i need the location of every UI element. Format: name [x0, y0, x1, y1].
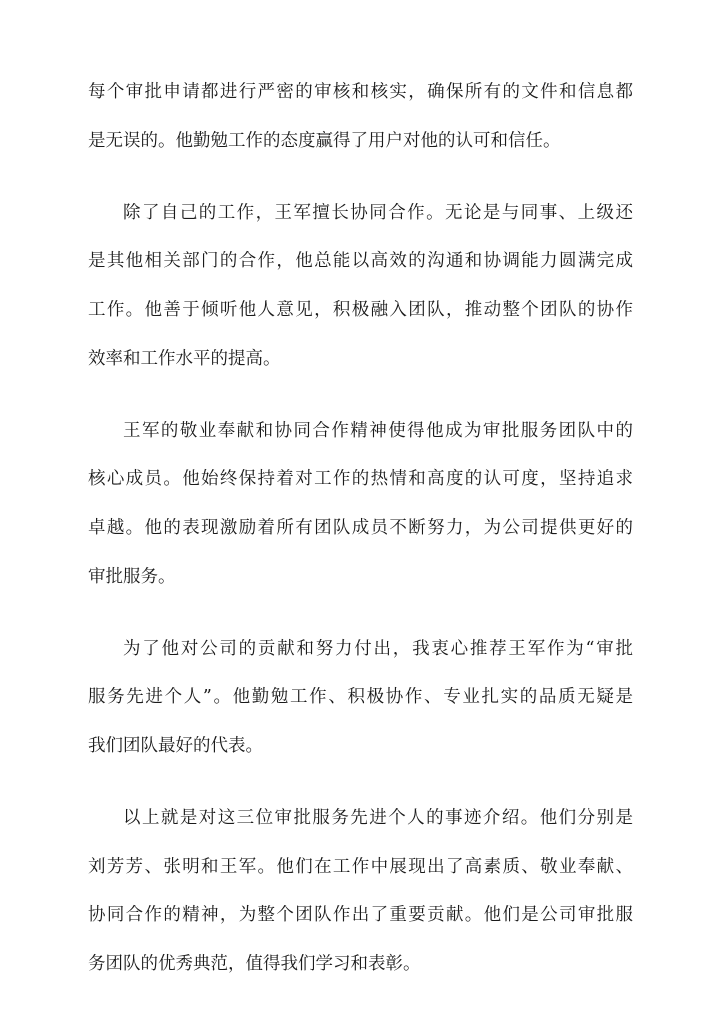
text-line: 协同合作的精神，为整个团队作出了重要贡献。他们是公司审批服	[88, 905, 633, 926]
paragraph-3	[88, 419, 633, 590]
text-line: 效率和工作水平的提高。	[88, 348, 281, 369]
text-line: 务团队的优秀典范，值得我们学习和表彰。	[88, 953, 421, 974]
paragraph-4	[88, 637, 633, 759]
text-line: 王军的敬业奉献和协同合作精神使得他成为审批服务团队中的	[123, 420, 633, 441]
text-line: 是其他相关部门的合作，他总能以高效的沟通和协调能力圆满完成	[88, 251, 633, 272]
text-line: 除了自己的工作，王军擅长协同合作。无论是与同事、上级还	[123, 202, 633, 223]
text-line: 工作。他善于倾听他人意见，积极融入团队，推动整个团队的协作	[88, 299, 633, 320]
text-line: 核心成员。他始终保持着对工作的热情和高度的认可度，坚持追求	[88, 469, 633, 490]
text-line: 是无误的。他勤勉工作的态度赢得了用户对他的认可和信任。	[88, 130, 561, 151]
document-page	[88, 80, 633, 1000]
text-line: 审批服务。	[88, 566, 176, 587]
text-line: 以上就是对这三位审批服务先进个人的事迹介绍。他们分别是	[123, 808, 633, 829]
text-line: 每个审批申请都进行严密的审核和核实，确保所有的文件和信息都	[88, 82, 633, 102]
text-line: 服务先进个人”。他勤勉工作、积极协作、专业扎实的品质无疑是	[88, 687, 633, 708]
text-line: 刘芳芳、张明和王军。他们在工作中展现出了高素质、敬业奉献、	[88, 856, 633, 877]
text-line: 我们团队最好的代表。	[88, 735, 263, 756]
text-line: 为了他对公司的贡献和努力付出，我衷心推荐王军作为“审批	[123, 638, 633, 659]
paragraph-1	[88, 80, 633, 154]
text-line: 卓越。他的表现激励着所有团队成员不断努力，为公司提供更好的	[88, 517, 633, 538]
paragraph-5	[88, 806, 633, 977]
paragraph-2	[88, 201, 633, 372]
